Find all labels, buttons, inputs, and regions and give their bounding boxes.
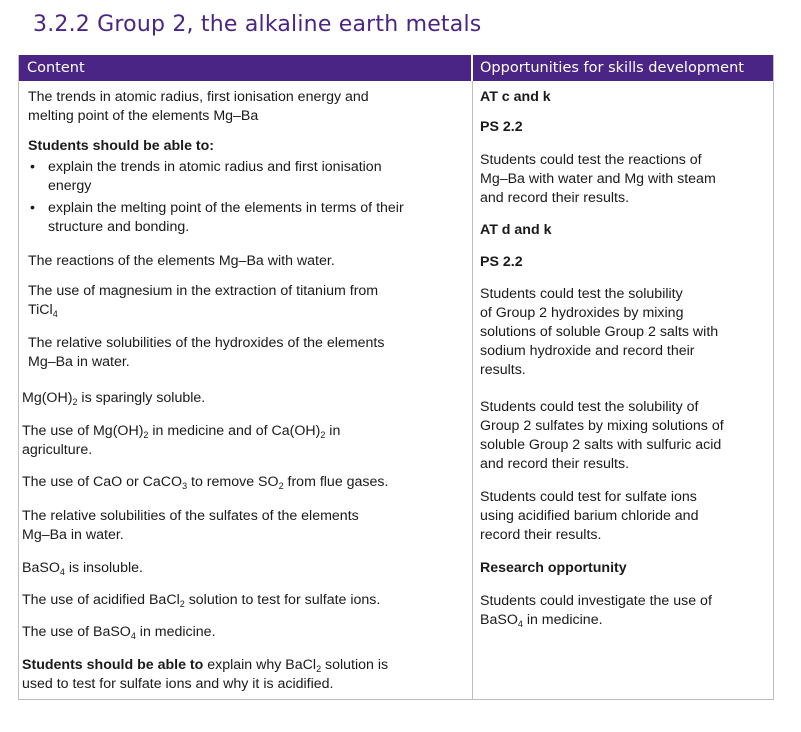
content-subheading: Students should be able to: bbox=[28, 138, 215, 154]
skills-text: Students could test the reactions of bbox=[480, 152, 702, 168]
content-text: Students should be able to explain why BaCl$_2$ solution is bbox=[22, 657, 389, 674]
content-text: melting point of the elements Mg–Ba bbox=[28, 108, 259, 124]
content-text: The reactions of the elements Mg–Ba with water. bbox=[28, 253, 335, 269]
content-text: Mg–Ba in water. bbox=[22, 527, 124, 543]
content-text: The relative solubilities of the hydroxides of the elements bbox=[28, 335, 385, 351]
content-text: The use of magnesium in the extraction of titanium from bbox=[28, 283, 379, 299]
bullet-icon: • bbox=[30, 200, 35, 216]
skills-subheading: Research opportunity bbox=[480, 560, 627, 576]
skills-text: solutions of soluble Group 2 salts with bbox=[480, 324, 719, 340]
content-text: The trends in atomic radius, first ionisation energy and bbox=[28, 89, 369, 105]
content-text: The use of BaSO$_4$ in medicine. bbox=[22, 624, 216, 641]
skills-text: Group 2 sulfates by mixing solutions of bbox=[480, 418, 724, 434]
content-text: used to test for sulfate ions and why it is acidified. bbox=[22, 676, 334, 692]
skills-text: Students could test for sulfate ions bbox=[480, 489, 697, 505]
content-text: structure and bonding. bbox=[48, 219, 190, 235]
content-text: explain the melting point of the elements in terms of their bbox=[48, 200, 404, 216]
content-text: Mg–Ba in water. bbox=[28, 354, 130, 370]
skills-text: using acidified barium chloride and bbox=[480, 508, 699, 524]
skills-header: Opportunities for skills development bbox=[473, 55, 773, 81]
bullet-icon: • bbox=[30, 159, 35, 175]
section-title: 3.2.2 Group 2, the alkaline earth metals bbox=[33, 12, 482, 37]
skills-subheading: AT d and k bbox=[480, 222, 552, 238]
content-text: The use of acidified BaCl$_2$ solution to test for sulfate ions. bbox=[22, 592, 381, 609]
content-text: BaSO$_4$ is insoluble. bbox=[22, 560, 143, 577]
content-text: $Mg(OH)_2$ is sparingly soluble. bbox=[22, 390, 206, 407]
skills-text: BaSO$_4$ in medicine. bbox=[480, 612, 603, 629]
skills-text: record their results. bbox=[480, 527, 602, 543]
content-header: Content bbox=[19, 55, 471, 81]
content-text: explain the trends in atomic radius and first ionisation bbox=[48, 159, 382, 175]
skills-text: of Group 2 hydroxides by mixing bbox=[480, 305, 684, 321]
spec-table bbox=[18, 55, 774, 700]
skills-subheading: AT c and k bbox=[480, 89, 551, 105]
skills-text: soluble Group 2 salts with sulfuric acid bbox=[480, 437, 722, 453]
skills-text: and record their results. bbox=[480, 190, 630, 206]
content-text: agriculture. bbox=[22, 442, 93, 458]
skills-text: Students could test the solubility bbox=[480, 286, 683, 302]
content-text: The use of $Mg(OH)_2$ in medicine and of $Ca(OH)_2$ in bbox=[22, 423, 341, 440]
skills-text: Students could investigate the use of bbox=[480, 593, 712, 609]
column-divider bbox=[472, 81, 473, 699]
skills-text: Mg–Ba with water and Mg with steam bbox=[480, 171, 716, 187]
skills-text: sodium hydroxide and record their bbox=[480, 343, 695, 359]
skills-subheading: PS 2.2 bbox=[480, 254, 523, 270]
content-text: TiCl$_4$ bbox=[28, 302, 58, 319]
skills-text: and record their results. bbox=[480, 456, 630, 472]
content-text: energy bbox=[48, 178, 92, 194]
content-text: The use of CaO or CaCO$_3$ to remove $SO_2$ from flue gases. bbox=[22, 474, 389, 491]
skills-subheading: PS 2.2 bbox=[480, 119, 523, 135]
content-text: The relative solubilities of the sulfates of the elements bbox=[22, 508, 359, 524]
skills-text: Students could test the solubility of bbox=[480, 399, 699, 415]
skills-text: results. bbox=[480, 362, 526, 378]
